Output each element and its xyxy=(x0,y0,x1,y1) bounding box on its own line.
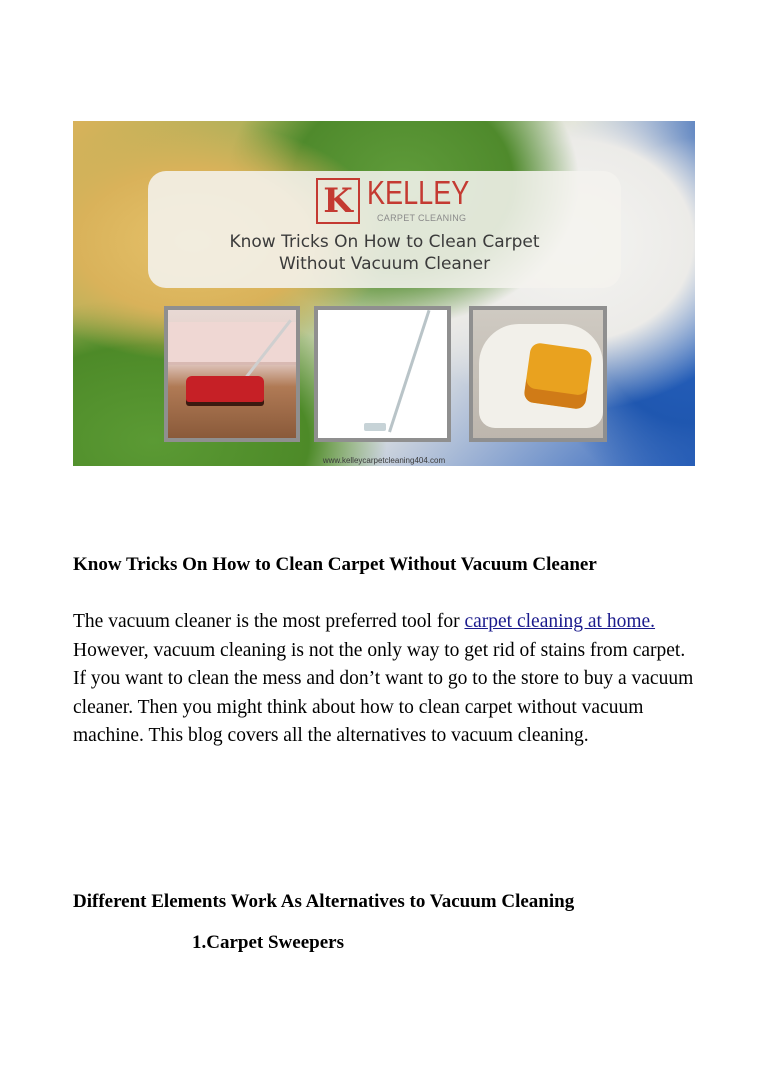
intro-paragraph xyxy=(73,608,698,751)
mop-photo xyxy=(314,306,451,442)
list-item xyxy=(192,931,344,955)
mop-head-shape xyxy=(364,423,386,431)
banner-title xyxy=(173,231,596,275)
banner-url: www.kelleycarpetcleaning404.com xyxy=(322,456,446,465)
banner-title-line1: Know Tricks On How to Clean Carpet xyxy=(229,232,540,252)
sweeper-body-shape xyxy=(186,376,264,402)
logo-letter: K xyxy=(323,181,353,221)
list-item-number: 1. xyxy=(192,932,207,953)
intro-text-after-link: However, vacuum cleaning is not the only way to get rid of stains from carpet. If you want to clean the mess and don’t want to go to the store to buy a vacuum cleaner. Then you might think about how to clean carpet without vacuum machine. This blog covers all the alternatives to vacuum cleaning. xyxy=(73,639,694,746)
section-heading: Different Elements Work As Alternatives to Vacuum Cleaning xyxy=(73,891,575,912)
kelley-logo-icon xyxy=(316,178,360,224)
banner-image xyxy=(73,121,695,466)
mop-handle-shape xyxy=(388,310,430,432)
carpet-sweeper-photo xyxy=(164,306,300,442)
sofa-shape xyxy=(168,322,296,365)
list-item-label: Carpet Sweepers xyxy=(206,932,344,953)
logo-brand-subtitle: CARPET CLEANING xyxy=(377,213,467,223)
sponge-bucket-photo xyxy=(469,306,607,442)
sponge-shape xyxy=(523,342,593,410)
logo-brand-name: KELLEY xyxy=(367,174,470,211)
banner-title-line2: Without Vacuum Cleaner xyxy=(278,254,491,274)
carpet-cleaning-link[interactable]: carpet cleaning at home. xyxy=(464,611,656,632)
intro-text-before-link: The vacuum cleaner is the most preferred tool for xyxy=(73,611,465,632)
article-heading: Know Tricks On How to Clean Carpet Without Vacuum Cleaner xyxy=(73,554,597,575)
